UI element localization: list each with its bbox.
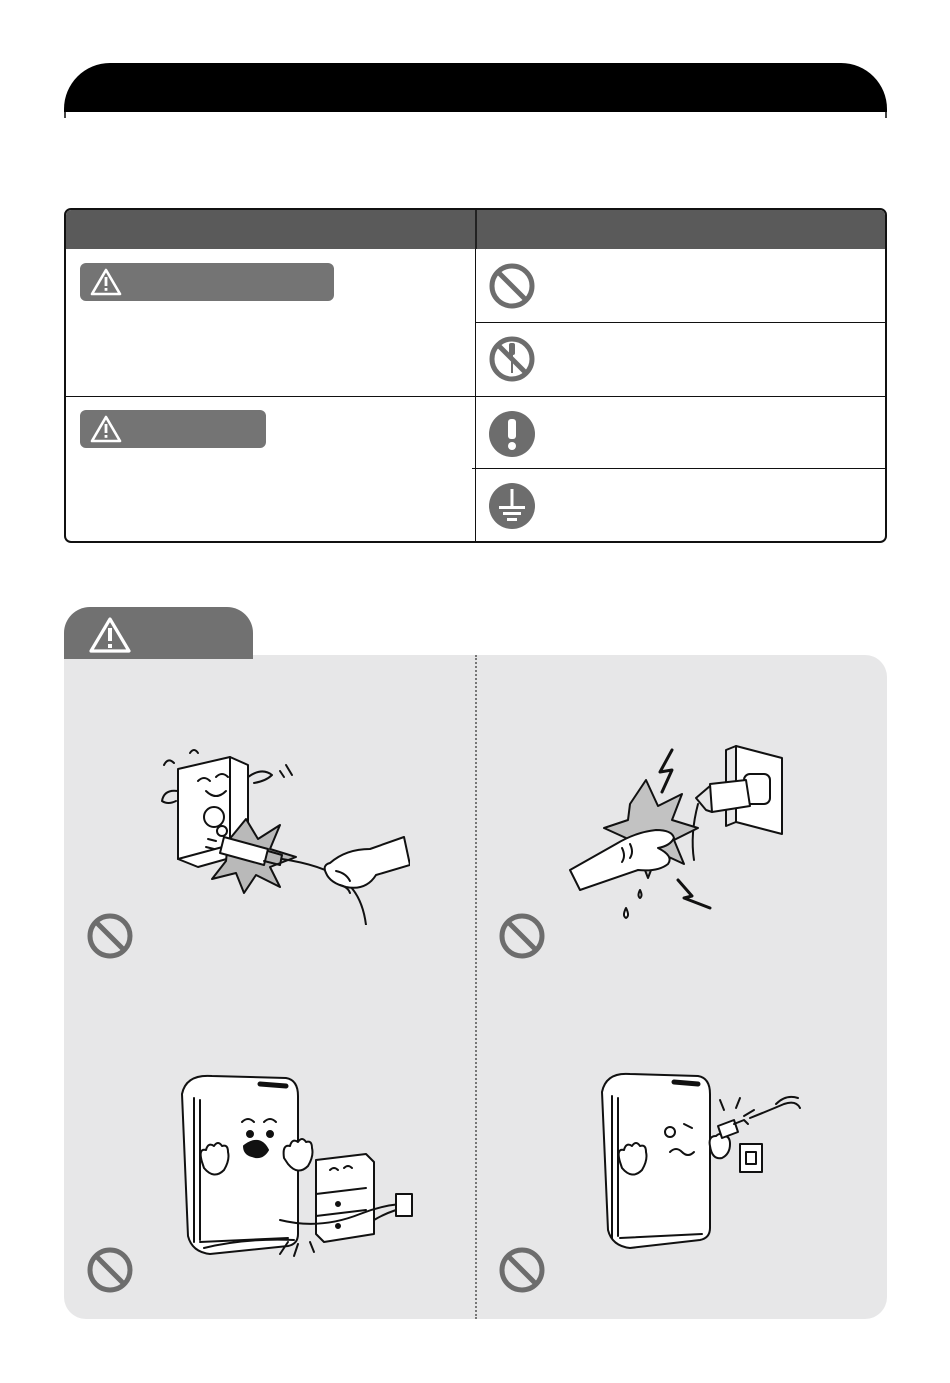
warning-triangle-icon (90, 415, 122, 443)
symbol-legend-table (64, 208, 887, 543)
header-divider (475, 210, 477, 249)
prohibited-icon (498, 1246, 546, 1299)
panel-divider (475, 655, 477, 1319)
purifier-shared-outlet-illustration (160, 1070, 430, 1260)
row-divider-right-2 (475, 396, 887, 397)
row-divider-left (66, 396, 475, 397)
do-not-disassemble-icon (488, 335, 536, 383)
prohibited-icon (86, 912, 134, 965)
wet-hand-plug-illustration (560, 740, 800, 930)
row-divider-right-3 (472, 468, 887, 469)
outlet-plug-pull-illustration (150, 745, 410, 925)
warning-triangle-icon (88, 616, 132, 654)
row-divider-right-1 (475, 322, 887, 323)
section-header-band (64, 63, 887, 112)
mandatory-exclamation-icon (488, 410, 536, 458)
warning-triangle-icon (90, 268, 122, 296)
caution-badge (80, 410, 266, 448)
ground-icon (488, 482, 536, 530)
purifier-damaged-plug-illustration (590, 1070, 810, 1260)
prohibited-icon (498, 912, 546, 965)
prohibited-icon (488, 262, 536, 310)
caution-tab (64, 607, 253, 659)
warning-badge (80, 263, 334, 301)
prohibited-icon (86, 1246, 134, 1299)
header-ledge (64, 112, 887, 118)
